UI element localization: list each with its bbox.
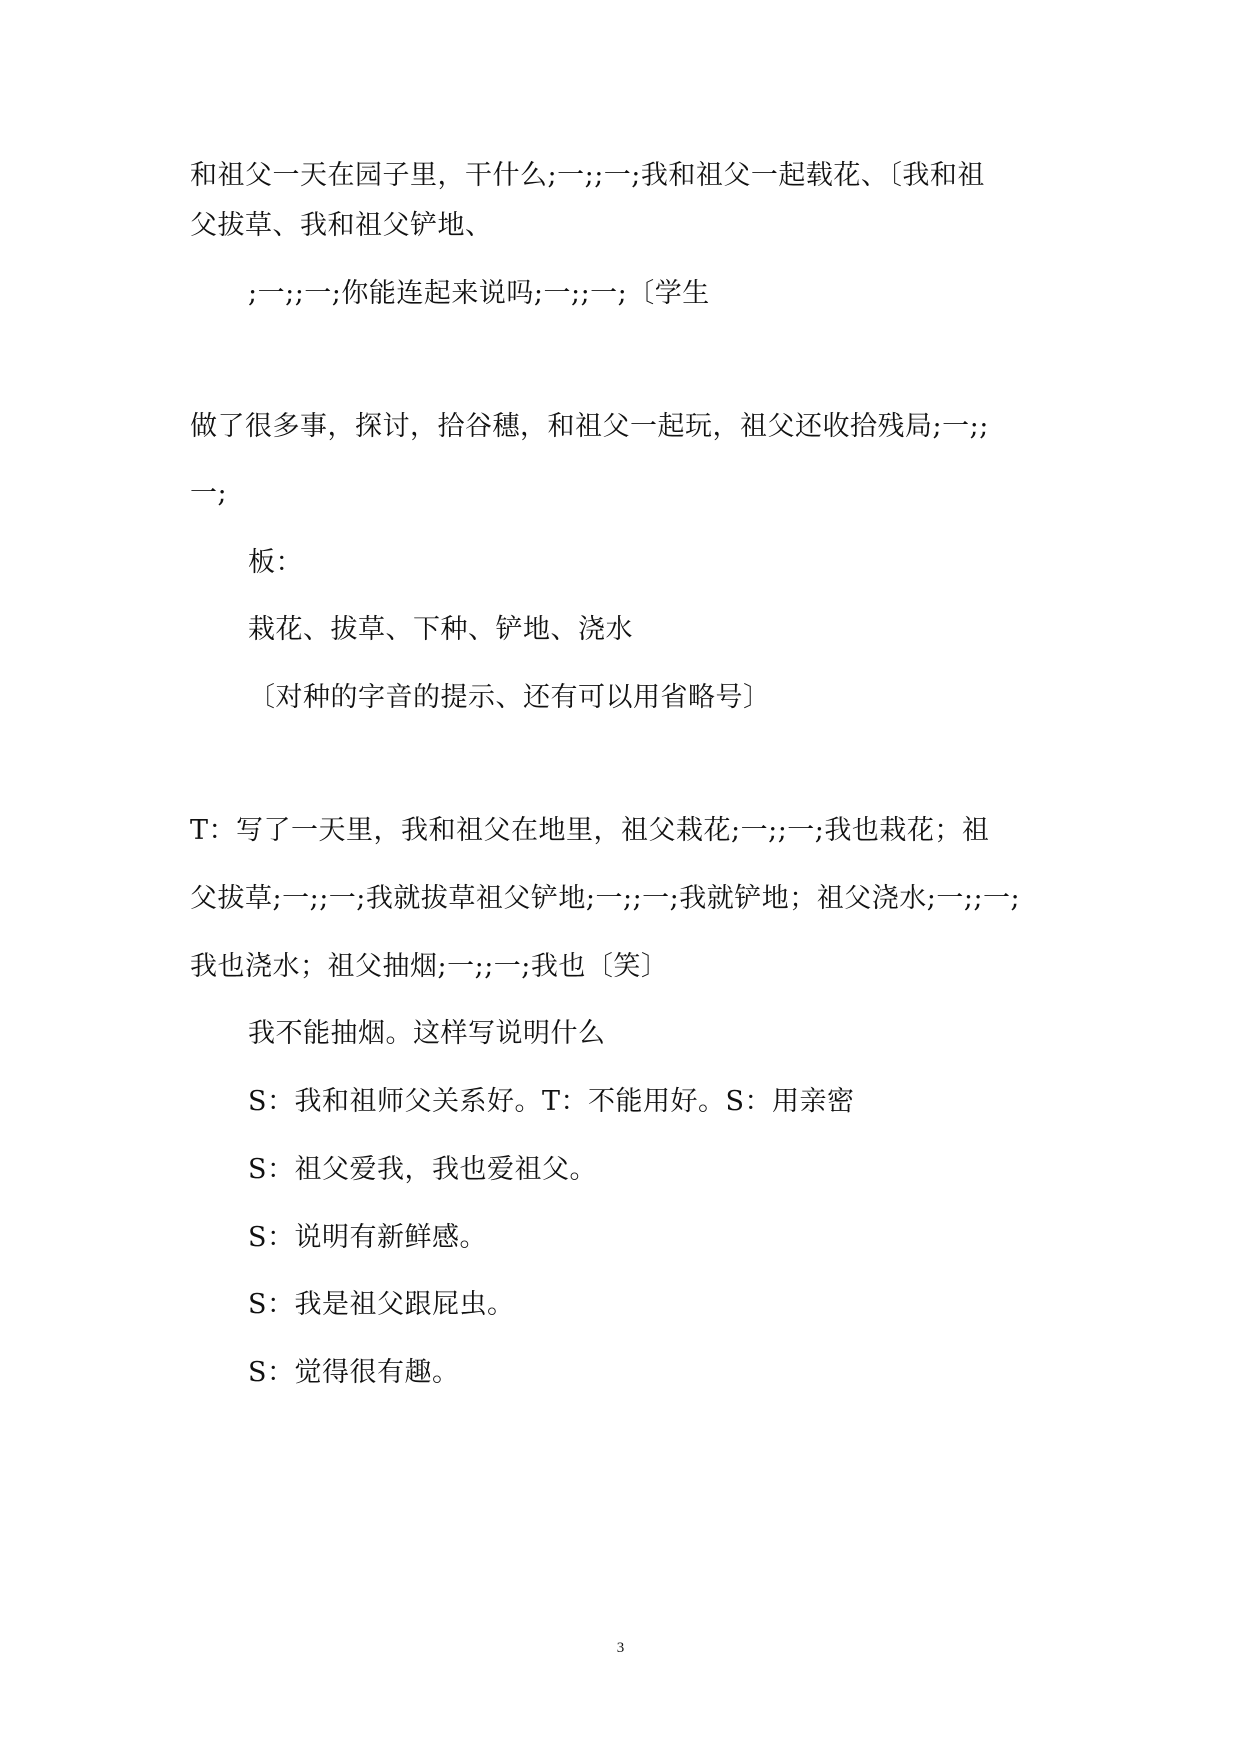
text-line: 一; xyxy=(190,478,228,509)
text-line: S：说明有新鲜感。 xyxy=(248,1222,487,1253)
text-line: 我不能抽烟。这样写说明什么 xyxy=(248,1018,606,1049)
text-line: ;一;;一;你能连起来说吗;一;;一;〔学生 xyxy=(248,278,710,309)
text-line: 父拔草、我和祖父铲地、 xyxy=(190,210,493,241)
text-line: 我也浇水；祖父抽烟;一;;一;我也〔笑〕 xyxy=(190,951,669,982)
text-line: 和祖父一天在园子里，干什么;一;;一;我和祖父一起载花、〔我和祖 xyxy=(190,160,985,191)
text-line: 栽花、拔草、下种、铲地、浇水 xyxy=(248,614,633,645)
text-line: S：觉得很有趣。 xyxy=(248,1357,460,1388)
text-line: 〔对种的字音的提示、还有可以用省略号〕 xyxy=(248,682,771,713)
text-line: 板： xyxy=(248,547,303,578)
text-line: 父拔草;一;;一;我就拔草祖父铲地;一;;一;我就铲地；祖父浇水;一;;一; xyxy=(190,883,1021,914)
text-line: T：写了一天里，我和祖父在地里，祖父栽花;一;;一;我也栽花；祖 xyxy=(190,815,990,846)
text-line: S：我是祖父跟屁虫。 xyxy=(248,1289,515,1320)
text-line: S：祖父爱我，我也爱祖父。 xyxy=(248,1154,597,1185)
text-line: 做了很多事，探讨，拾谷穗，和祖父一起玩，祖父还收拾残局;一;; xyxy=(190,411,989,442)
page-number: 3 xyxy=(616,1640,625,1656)
text-line: S：我和祖师父关系好。T：不能用好。S：用亲密 xyxy=(248,1086,855,1117)
